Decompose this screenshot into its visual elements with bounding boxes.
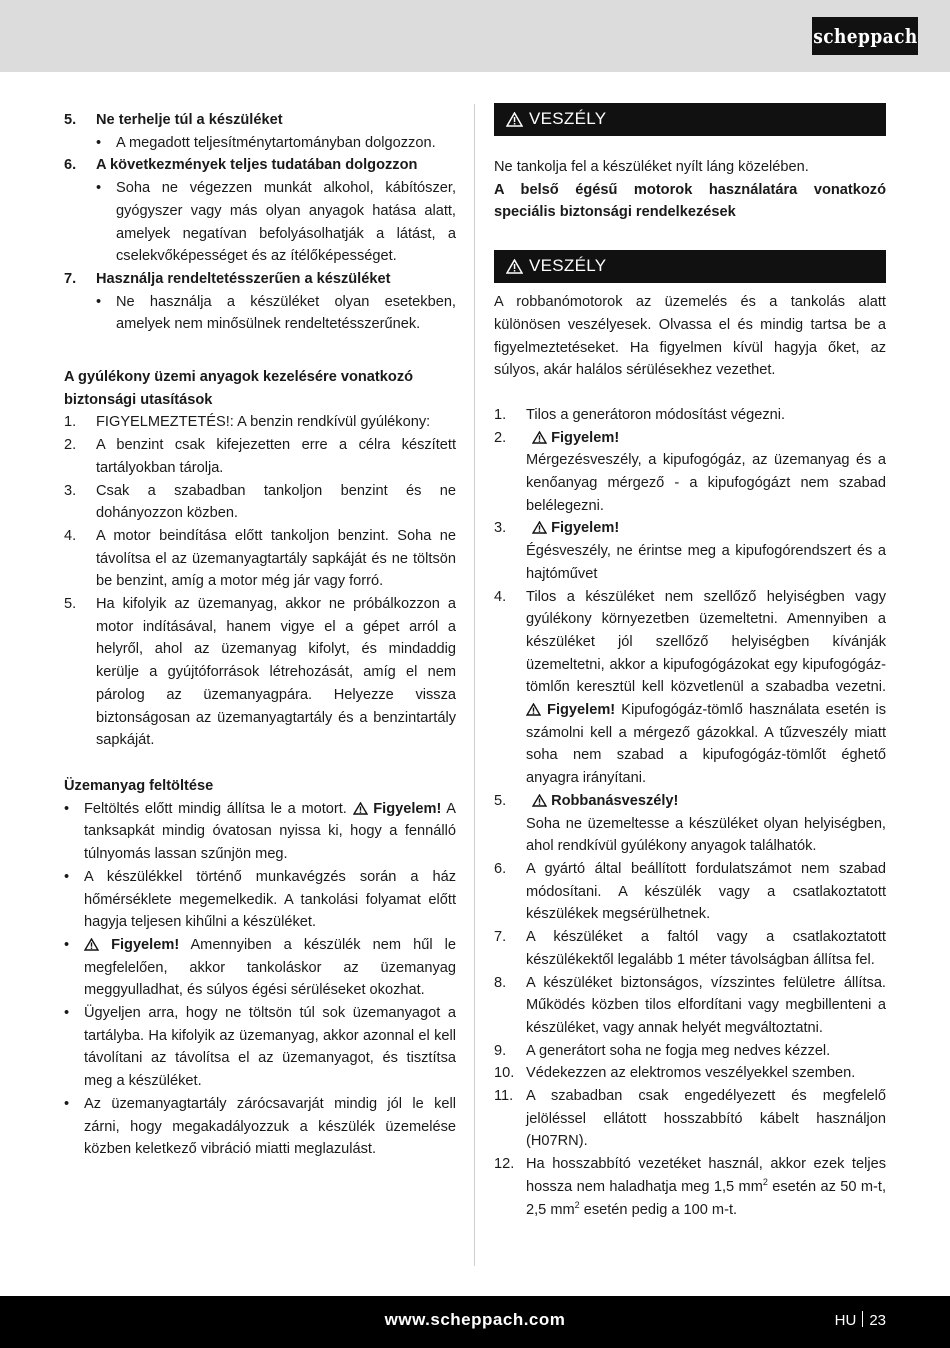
list-item: 3. Figyelem! Égésveszély, ne érintse meg a kipufogórendszert és a hajtóművet: [494, 520, 886, 582]
warning-icon: [532, 431, 547, 444]
section-heading: Üzemanyag feltöltése: [64, 777, 214, 794]
list-bullet: • Feltöltés előtt mindig állítsa le a motort. Figyelem! A tanksapkát mindig óvatosan nyissa ki, hogy a fennálló túlnyomás lassan szűnjön meg.: [64, 800, 456, 863]
list-bullet: • Soha ne végezzen munkát alkohol, kábítószer, gyógyszer vagy más olyan anyagok hatása alatt, amelyek negatívan befolyásolhatják a látást, a cselekvőképességet és az ítélőképességet.: [96, 180, 456, 265]
list-item: 12. Ha hosszabbító vezetéket használ, akkor ezek teljes hossza nem haladhatja meg 1,5 $mm^2$ esetén az 50 m-t, 2,5 $mm^2$ esetén pedig a 100 m-t.: [494, 1156, 886, 1218]
list-bullet: • A megadott teljesítménytartományban dolgozzon.: [96, 134, 436, 151]
list-item: 5. Ne terhelje túl a készüléket: [64, 112, 283, 128]
danger-banner: VESZÉLY: [494, 250, 886, 283]
list-bullet: • A készülékkel történő munkavégzés során a ház hőmérséklete megemelkedik. A tankolási folyamat előtt hagyja teljesen kihűlni a készüléket.: [64, 868, 456, 931]
list-item: 2. Figyelem! Mérgezésveszély, a kipufogógáz, az üzemanyag és a kenőanyag mérgező - a kipufogógázt nem szabad belélegezni.: [494, 429, 886, 514]
list-item: 11. A szabadban csak engedélyezett és megfelelő jelöléssel ellátott hosszabbító kábelt használjon (H07RN).: [494, 1088, 886, 1150]
list-bullet: • Ne használja a készüléket olyan esetekben, amelyek nem minősülnek rendeltetésszerűnek.: [96, 293, 456, 333]
list-item: 10. Védekezzen az elektromos veszélyekkel szemben.: [494, 1065, 856, 1082]
left-column: [64, 109, 456, 1161]
list-item: 1. FIGYELMEZTETÉS!: A benzin rendkívül gyúlékony:: [64, 414, 431, 431]
list-item: 5. Robbanásveszély! Soha ne üzemeltesse a készüléket olyan helyiségben, ahol rendkívül gyúlékony anyagok találhatók.: [494, 792, 886, 855]
page-header: [0, 0, 950, 72]
list-item: 7. A készüléket a faltól vagy a csatlakoztatott készülékektől legalább 1 méter távolságban állítsa fel.: [494, 929, 886, 968]
warning-icon: [84, 938, 99, 951]
list-item: 9. A generátort soha ne fogja meg nedves kézzel.: [494, 1042, 831, 1059]
warning-icon: [506, 112, 523, 127]
danger-text: Ne tankolja fel a készüléket nyílt láng közelében.: [494, 159, 809, 175]
warning-icon: [532, 794, 547, 807]
list-item: 6. A gyártó által beállított fordulatszámot nem szabad módosítani. A készülék vagy a csatlakoztatott készülékek megsérülhetnek.: [494, 860, 886, 923]
list-bullet: • Ügyeljen arra, hogy ne töltsön túl sok üzemanyagot a tartályba. Ha kifolyik az üzemanyag, akkor azonnal el kell távolítani az távolítsa el az üzemanyagot, és tisztítsa meg a készüléket.: [64, 1005, 456, 1090]
list-bullet: • Az üzemanyagtartály zárócsavarját mindig jól le kell zárni, hogy megakadályozzuk a készülék üzemelése közben keletkező vibráció miatti meglazulást.: [64, 1095, 456, 1158]
warning-icon: [506, 259, 523, 274]
right-column: [494, 103, 886, 1221]
list-item: 5. Ha kifolyik az üzemanyag, akkor ne próbálkozzon a motor indításával, hanem vigye el a gépet arról a helyről, ahol az üzemanyag kifolyt, és mindaddig kerülje a gyújtóforrások létrehozását, amíg el nem párolog az üzemanyagpára. Helyezze vissza biztonságosan az üzemanyagtartály és a benzintartály sapkáját.: [64, 596, 456, 749]
list-item: 2. A benzint csak kifejezetten erre a célra készített tartályokban tárolja.: [64, 437, 456, 476]
list-item: 6. A következmények teljes tudatában dolgozzon: [64, 157, 418, 174]
list-item: 1. Tilos a generátoron módosítást végezni.: [494, 406, 786, 423]
list-item: 7. Használja rendeltetésszerűen a készüléket: [64, 270, 391, 287]
warning-icon: [532, 521, 547, 534]
scheppach-logo: scheppach: [812, 17, 918, 55]
warning-icon: [526, 703, 541, 716]
danger-banner: VESZÉLY: [494, 103, 886, 136]
list-item: 8. A készüléket biztonságos, vízszintes felületre állítsa. Működés közben tilos elfordítani vagy megbillenteni a készüléket, vagy annak helyét megváltoztatni.: [494, 974, 886, 1036]
danger-text: A robbanómotorok az üzemelés és a tankolás alatt különösen veszélyesek. Olvassa el és mindig tartsa be a figyelmeztetéseket. Ha figyelmen kívül hagyja őket, az súlyos, akár halálos sérülésekhez vezethet.: [494, 294, 886, 379]
list-item: 4. Tilos a készüléket nem szellőző helyiségben vagy gyúlékony környezetben üzemeltetni. Amennyiben a készüléket jól szellőző helyiségben kívánják üzemeltetni, akkor a kipufogógázokat egy kipufogógáz-tömlőn keresztül kell közvetlenül a szabadba vezetni. Figyelem! Kipufogógáz-tömlő használata esetén is számolni kell a mérgező gázokkal. A tűzveszély miatt soha nem szabad a kipufogógáz-tömlőt éghető anyagra irányítani.: [494, 588, 886, 787]
column-divider: [474, 104, 475, 1266]
website-link[interactable]: www.scheppach.com: [384, 1310, 566, 1329]
warning-icon: [353, 802, 368, 815]
list-item: 3. Csak a szabadban tankoljon benzint és ne dohányozzon közben.: [64, 482, 456, 522]
page-number: HU 23: [834, 1312, 886, 1329]
list-item: 4. A motor beindítása előtt tankoljon benzint. Soha ne távolítsa el az üzemanyagtartály sapkáját és ne töltsön be benzint, amíg a motor még jár vagy forró.: [64, 527, 456, 590]
page-footer: [0, 1296, 950, 1348]
section-heading: A gyúlékony üzemi anyagok kezelésére vonatkozó biztonsági utasítások: [64, 369, 414, 408]
list-bullet: • Figyelem! Amennyiben a készülék nem hűl le megfelelően, akkor tankoláskor az üzemanyag meggyulladhat, és súlyos égési sérüléseket okozhat.: [64, 936, 456, 999]
section-heading: A belső égésű motorok használatára vonatkozó speciális biztonsági rendelkezések: [494, 181, 886, 221]
